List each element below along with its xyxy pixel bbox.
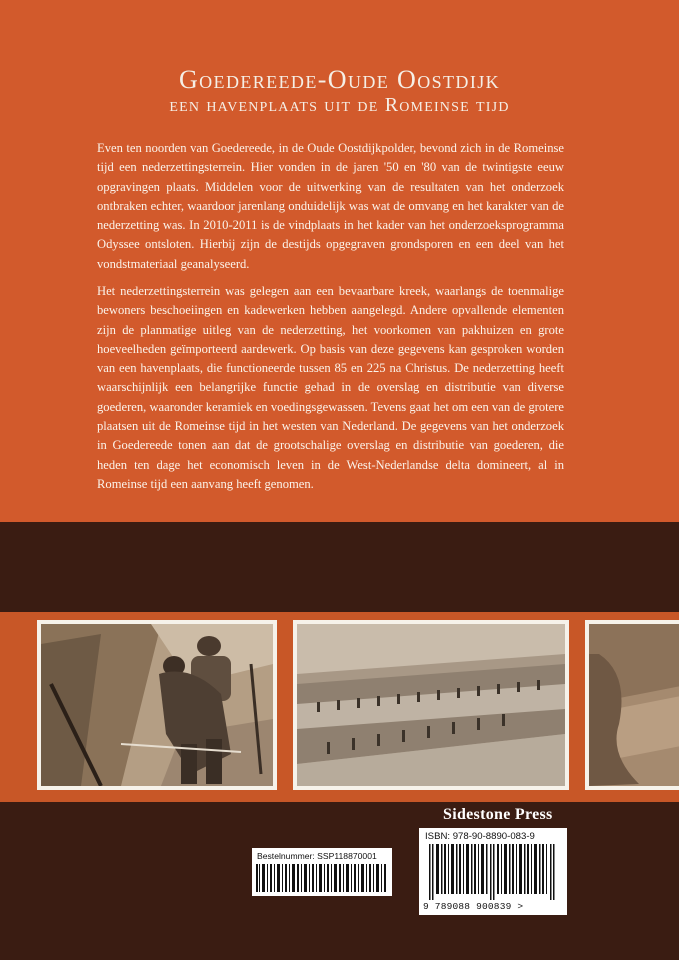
blurb-paragraph-2: Het nederzettingsterrein was gelegen aan een bevaarbare kreek, waarlangs de toenmalige bewoners beschoeiingen en kadewerken hebben aangelegd. Andere opvallende elementen zijn de planmatige uitleg van de nederzetting, het voorkomen van pakhuizen en grote hoeveelheden geïmporteerd aardewerk. Op basis van deze gegevens kan gesproken worden van een havenplaats, die functioneerde tussen 85 en 225 na Christus. De nederzetting heeft waarschijnlijk een belangrijke functie gehad in de overslag en distributie van diverse goederen, waaronder keramiek en voedingsgewassen. Tevens gaat het om een van de grotere plaatsen uit de Romeinse tijd in het westen van Nederland. De gegevens van het onderzoek in Goedereede tonen aan dat de grootschalige overslag en distributie van goederen, die heden ten dage het economisch leven in de West-Nederlandse delta domineert, al in Romeinse tijd een aanvang heeft genomen. [97, 284, 564, 491]
publisher-name: Sidestone Press [443, 806, 553, 823]
order-barcode-bars [256, 864, 388, 892]
isbn-barcode-bars [423, 844, 563, 900]
aerial-creek-posts-photo [293, 620, 569, 790]
excavation-trench-workers-photo [37, 620, 277, 790]
isbn-barcode [419, 828, 567, 915]
blurb-paragraph-1: Even ten noorden van Goedereede, in de Oude Oostdijkpolder, bevond zich in de Romeinse tijd een nederzettingsterrein. Hier vonden in de jaren '50 en '80 van de twintigste eeuw opgravingen plaats. Middelen voor de uitwerking van de resultaten van het onderzoek ontbraken echter, waardoor jarenlang onduidelijk was wat de omvang en het karakter van de nederzetting was. In 2010-2011 is de vindplaats in het kader van het onderzoeksprogramma Odyssee ontsloten. Hierbij zijn de destijds opgegraven grondsporen en een deel van het vondstmateriaal geanalyseerd. [97, 141, 564, 271]
soil-section-photo [585, 620, 679, 790]
order-number-barcode [252, 848, 392, 896]
cover-subtitle: een havenplaats uit de Romeinse tijd [169, 94, 510, 116]
order-number-label: Bestelnummer: SSP118870001 [257, 851, 377, 861]
cover-title: Goedereede-Oude Oostdijk [178, 65, 501, 94]
dark-band [0, 522, 679, 612]
isbn-digits: 9 789088 900839 > [423, 901, 524, 912]
isbn-label: ISBN: 978-90-8890-083-9 [425, 831, 535, 842]
